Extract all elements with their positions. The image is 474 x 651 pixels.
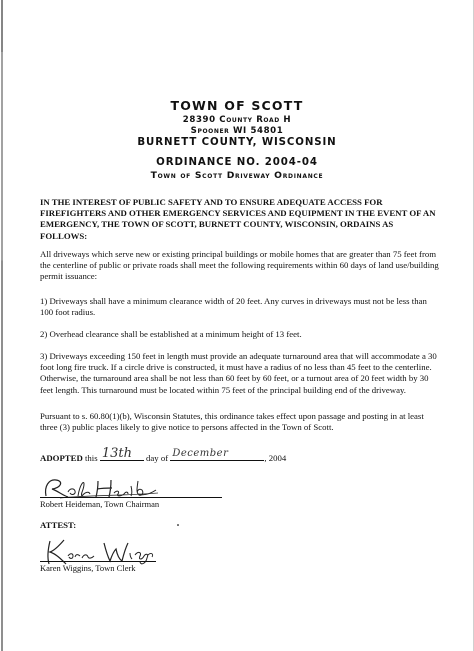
clerk-name: Karen Wiggins, Town Clerk xyxy=(40,563,136,573)
chairman-signature-line xyxy=(40,497,222,498)
handwritten-day: 13th xyxy=(101,446,132,461)
paragraph-applicability: All driveways which serve new or existing principal buildings or mobile homes that are greater than 75 feet from the centerline of public or private roads shall meet the following requirements within 60 days of land use/building permit issuance: xyxy=(40,249,439,282)
adopted-label: ADOPTED xyxy=(40,453,83,463)
chairman-name: Robert Heideman, Town Chairman xyxy=(40,499,160,509)
preamble: IN THE INTEREST OF PUBLIC SAFETY AND TO ENSURE ADEQUATE ACCESS FOR FIREFIGHTERS AND OTHER EMERGENCY SERVICES AND EQUIPMENT IN THE EVENT OF AN EMERGENCY, THE TOWN OF SCOTT, BURNETT COUNTY, WISCONSIN, ORDAINS AS FOLLOWS: xyxy=(40,197,436,241)
attest-label: ATTEST: xyxy=(40,520,77,530)
address-line-1: 28390 County Road H xyxy=(182,114,292,125)
paragraph-effective-date: Pursuant to s. 60.80(1)(b), Wisconsin Statutes, this ordinance takes effect upon passage and posting in at least three (3) public places likely to give notice to persons affected in the Town of Scott. xyxy=(40,411,424,433)
adopted-year: , 2004 xyxy=(264,453,287,463)
adopted-this: this xyxy=(84,453,98,463)
scan-left-edge xyxy=(1,0,3,651)
day-blank xyxy=(100,446,144,461)
month-blank xyxy=(170,448,264,461)
paragraph-turnaround: 3) Driveways exceeding 150 feet in length must provide an adequate turnaround area that will accommodate a 30 foot long fire truck. If a circle drive is constructed, it must have a radius of no less than 45 feet to the centerline. Otherwise, the turnaround area shall be not less than 60 feet by 60 feet, or a turnout area of 20 feet width by 30 feet length. This turnaround must be located within 75 feet of the principal building end of the driveway. xyxy=(40,351,437,395)
town-name: TOWN OF SCOTT xyxy=(170,98,304,113)
county-name: BURNETT COUNTY, WISCONSIN xyxy=(137,136,337,148)
adopted-day-of: day of xyxy=(146,453,169,463)
letterhead xyxy=(0,100,474,180)
ordinance-number: ORDINANCE NO. 2004-04 xyxy=(156,156,318,168)
address-line-2: Spooner WI 54801 xyxy=(190,125,284,136)
paragraph-clearance-width: 1) Driveways shall have a minimum clearance width of 20 feet. Any curves in driveways must not be less than 100 foot radius. xyxy=(40,296,427,318)
clerk-signature-line xyxy=(40,561,156,562)
adoption-line xyxy=(40,446,460,464)
scan-speck xyxy=(177,524,179,526)
paragraph-overhead-clearance: 2) Overhead clearance shall be established at a minimum height of 13 feet. xyxy=(40,329,302,339)
ordinance-title: Town of Scott Driveway Ordinance xyxy=(150,170,324,182)
handwritten-month: December xyxy=(172,448,229,459)
